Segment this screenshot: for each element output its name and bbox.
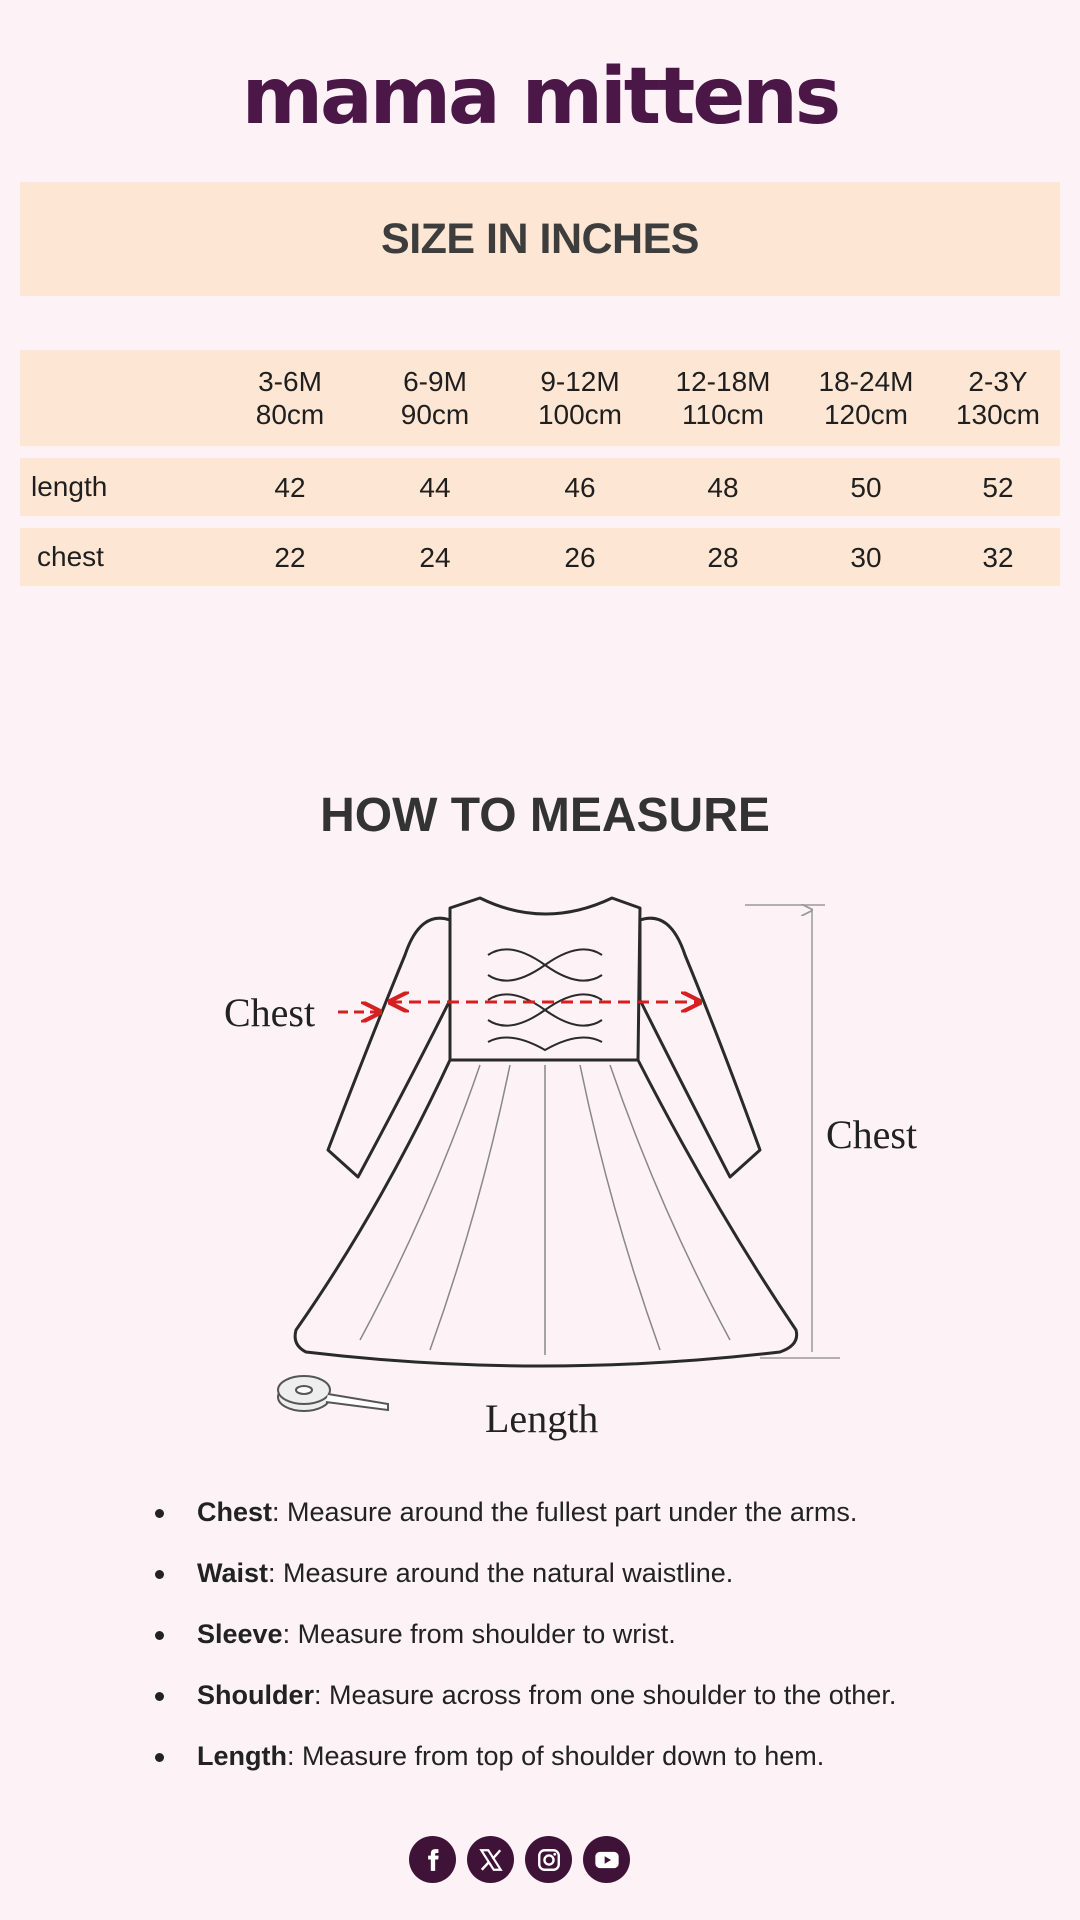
size-column-header: 6-9M 90cm: [400, 366, 470, 430]
social-links: [409, 1836, 630, 1883]
size-column-header: 2-3Y 130cm: [955, 366, 1041, 430]
size-title: SIZE IN INCHES: [381, 214, 699, 263]
size-column-header: 3-6M 80cm: [255, 366, 325, 430]
x-icon[interactable]: [467, 1836, 514, 1883]
table-cell: 42: [274, 471, 306, 503]
table-cell: 50: [850, 471, 882, 503]
list-item: Shoulder: Measure across from one shoulder to the other.: [150, 1675, 1030, 1736]
length-label: Length: [485, 1396, 599, 1441]
instagram-icon[interactable]: [525, 1836, 572, 1883]
table-cell: 22: [274, 541, 306, 573]
table-cell: 46: [564, 471, 596, 503]
length-row: [20, 458, 1060, 516]
table-cell: 48: [707, 471, 739, 503]
list-item: Sleeve: Measure from shoulder to wrist.: [150, 1614, 1030, 1675]
youtube-icon[interactable]: [583, 1836, 630, 1883]
size-column-header: 9-12M 100cm: [537, 366, 623, 430]
row-label: length: [31, 471, 108, 502]
size-banner: [20, 182, 1060, 296]
measure-instructions: [150, 1492, 1030, 1797]
table-cell: 32: [982, 541, 1014, 573]
size-table: [20, 350, 1060, 598]
table-cell: 52: [982, 471, 1014, 503]
table-cell: 24: [419, 541, 451, 573]
dress-outline: [295, 898, 797, 1366]
chest-label-right: Chest: [826, 1112, 918, 1157]
chest-row: [20, 528, 1060, 586]
chest-label-left: Chest: [224, 990, 316, 1035]
table-cell: 26: [564, 541, 596, 573]
size-column-header: 12-18M 110cm: [675, 366, 771, 430]
table-cell: 30: [850, 541, 882, 573]
size-header-row: [20, 350, 1060, 446]
list-item: Waist: Measure around the natural waistline.: [150, 1553, 1030, 1614]
dress-diagram: [0, 880, 1080, 1450]
table-cell: 44: [419, 471, 451, 503]
tape-measure-icon: [278, 1376, 388, 1411]
size-column-header: 18-24M 120cm: [818, 366, 914, 430]
brand-logo: mama mittens: [241, 52, 839, 142]
list-item: Chest: Measure around the fullest part under the arms.: [150, 1492, 1030, 1553]
table-cell: 28: [707, 541, 739, 573]
list-item: Length: Measure from top of shoulder down to hem.: [150, 1736, 1030, 1797]
measure-title: HOW TO MEASURE: [320, 789, 770, 842]
row-label: chest: [37, 541, 104, 572]
facebook-icon[interactable]: [409, 1836, 456, 1883]
